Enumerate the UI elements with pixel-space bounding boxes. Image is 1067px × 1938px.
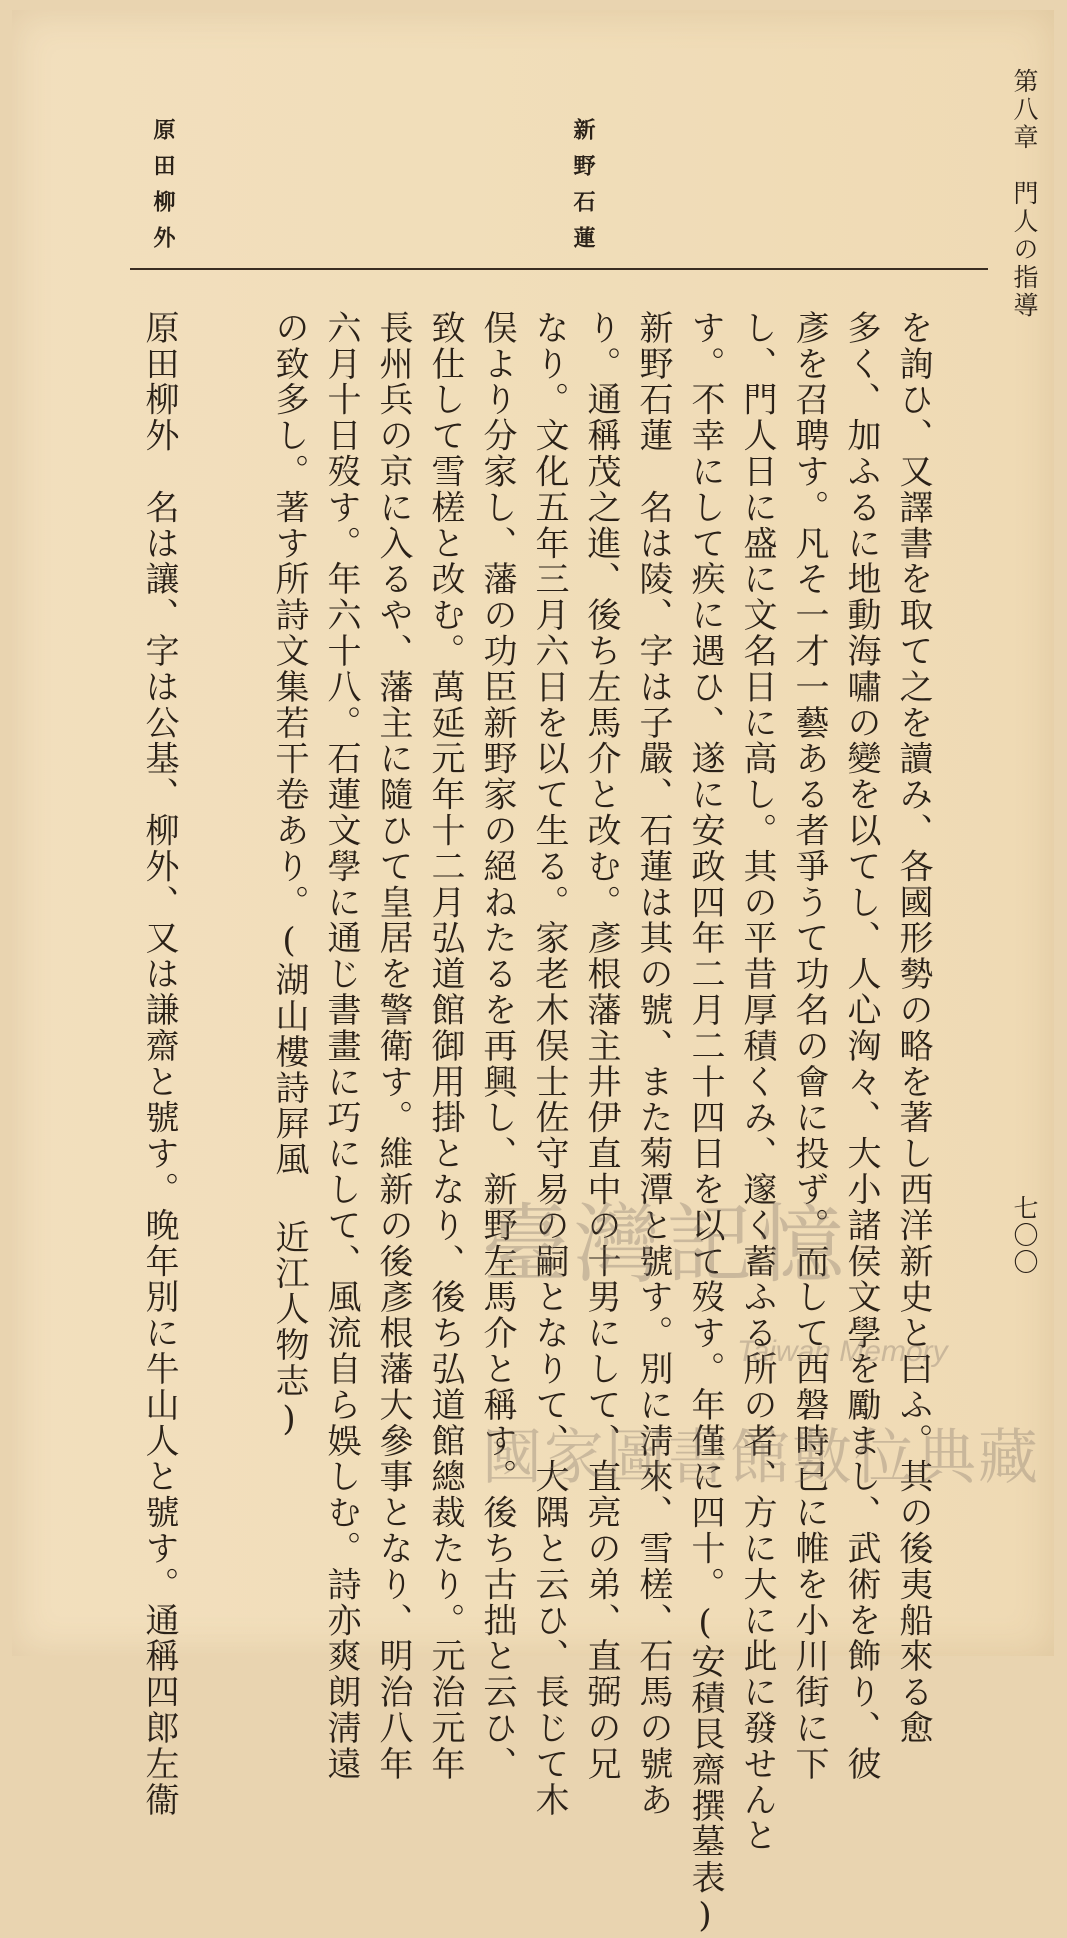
watermark-library-text: 國家圖書館數位典藏: [482, 1424, 1040, 1491]
body-text-column-9: 俣より分家し、藩の功臣新野家の絕ねたるを再興し、新野左馬介と稱す。後ち古拙と云ひ、: [477, 310, 517, 1782]
body-text-column-7: り。通稱茂之進、後ち左馬介と改む。彥根藩主井伊直中の十男にして、直亮の弟、直弼の兄: [581, 310, 621, 1782]
margin-note-harada-ryugai: 原田柳外: [150, 118, 176, 262]
body-text-column-13: の致多し。著す所詩文集若干卷あり。(湖山樓詩屛風 近江人物志): [269, 310, 309, 1441]
body-text-column-14-harada-ryugai: 原田柳外 名は讓、字は公基、柳外、又は謙齋と號す。晚年別に牛山人と號す。通稱四郎左衞: [139, 310, 179, 1818]
body-text-column-12: 六月十日歿す。年六十八。石蓮文學に通じ書畫に巧にして、風流自ら娛しむ。詩亦爽朗淸遠: [321, 310, 361, 1782]
body-text-column-11: 長州兵の京に入るや、藩主に隨ひて皇居を警衛す。維新の後彥根藩大參事となり、明治八年: [373, 310, 413, 1782]
watermark-english-text: Taiwan Memory: [737, 1335, 948, 1368]
body-text-column-6-shinno-sekiren: 新野石蓮 名は陵、字は子嚴、石蓮は其の號、また菊潭と號す。別に淸來、雪槎、石馬の號あ: [633, 310, 673, 1818]
running-head-chapter-title: 第八章 門人の指導: [1010, 68, 1039, 320]
body-text-column-2: 多く、加ふるに地動海嘯の變を以てし、人心洶々、大小諸侯文學を勵まし、武術を飾り、彼: [841, 310, 881, 1782]
watermark-logo-text: 臺灣記憶: [482, 1197, 850, 1293]
body-text-column-4: し、門人日に盛に文名日に高し。其の平昔厚積くみ、邃く蓄ふる所の者、方に大に此に發せんと: [737, 310, 777, 1854]
body-text-column-5: す。不幸にして疾に遇ひ、遂に安政四年二月二十四日を以て歿す。年僅に四十。(安積艮齋撰墓表): [685, 310, 725, 1938]
book-page: [12, 10, 1054, 1938]
body-text-column-1: を詢ひ、又譯書を取て之を讀み、各國形勢の略を著し西洋新史と曰ふ。其の後夷船來る愈: [893, 310, 933, 1747]
body-text-column-8: なり。文化五年三月六日を以て生る。家老木俣士佐守易の嗣となりて、大隅と云ひ、長じて木: [529, 310, 569, 1818]
header-divider-line: [130, 268, 988, 270]
body-text-column-3: 彥を召聘す。凡そ一才一藝ある者爭うて功名の會に投ず。而して西磐時已に帷を小川街に下: [789, 310, 829, 1782]
margin-note-shinno-sekiren: 新野石蓮: [570, 118, 596, 262]
body-text-column-10: 致仕して雪槎と改む。萬延元年十二月弘道館御用掛となり、後ち弘道館總裁たり。元治元年: [425, 310, 465, 1782]
page-number: 七〇〇: [1010, 1195, 1039, 1276]
